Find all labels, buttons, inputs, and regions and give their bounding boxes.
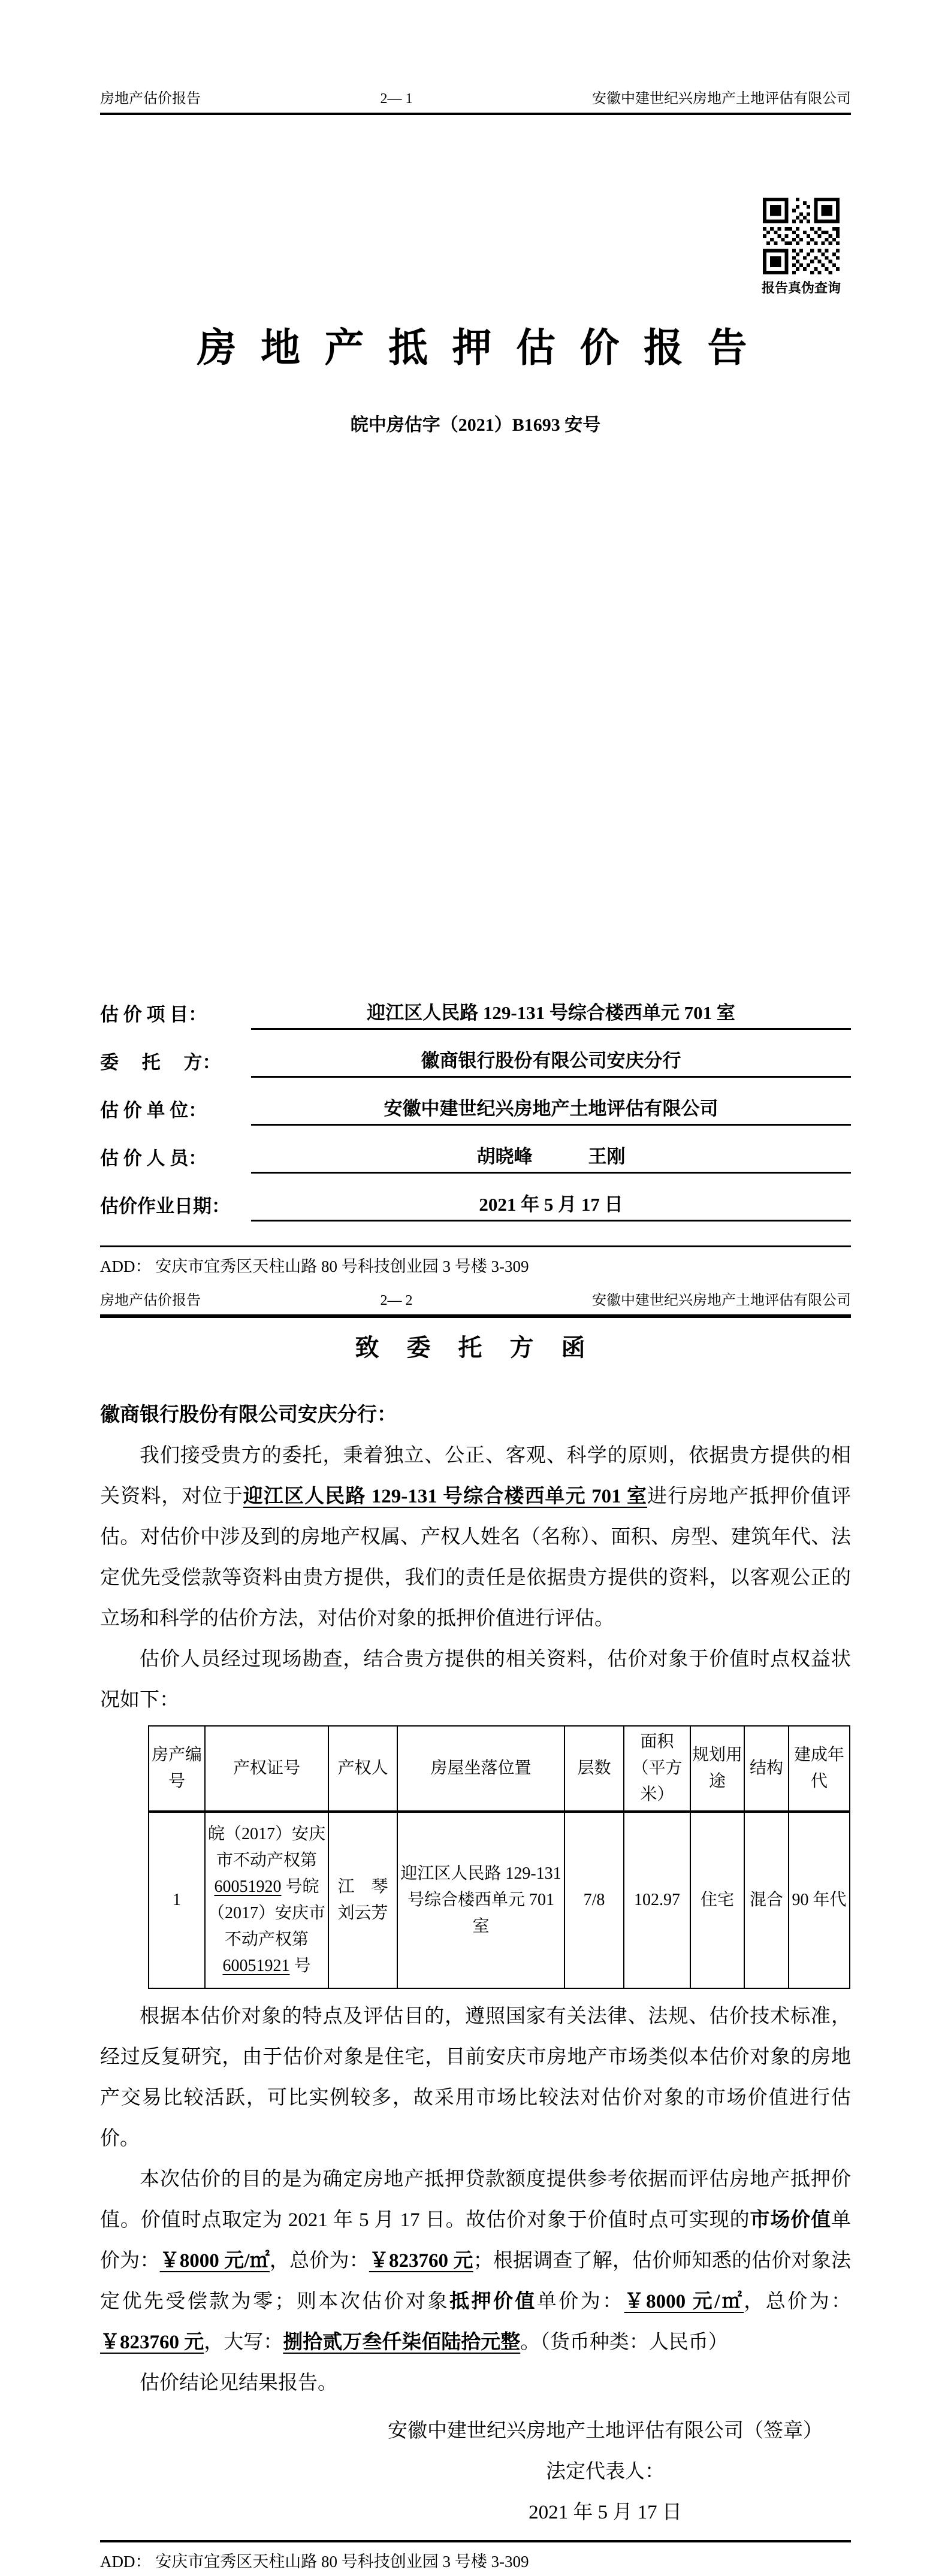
signature-date: 2021 年 5 月 17 日	[529, 2502, 682, 2523]
col-year: 建成年代	[789, 1726, 850, 1812]
col-floors: 层数	[564, 1726, 624, 1812]
paragraph-conclusion: 估价结论见结果报告。	[140, 2372, 337, 2394]
col-property-no: 房产编号	[149, 1726, 205, 1812]
header-doc-type: 房地产估价报告	[100, 1293, 201, 1308]
cell-floors: 7/8	[564, 1812, 624, 1988]
header-company-name: 安徽中建世纪兴房地产土地评估有限公司	[592, 91, 851, 107]
unit-price-value: ￥8000 元/㎡	[624, 2291, 744, 2312]
col-owner: 产权人	[328, 1726, 397, 1812]
field-label: 委 托 方：	[100, 1052, 221, 1073]
paragraph-commission	[100, 1435, 851, 1639]
cell-use: 住宅	[690, 1812, 744, 1988]
page-number: 2— 1	[380, 91, 413, 107]
cell-location: 迎江区人民路 129-131 号综合楼西单元 701 室	[397, 1812, 564, 1988]
header-company-name: 安徽中建世纪兴房地产土地评估有限公司	[592, 1293, 851, 1308]
signature-block	[378, 2411, 833, 2533]
paragraph-text: 我们接受贵方的委托，秉着独立、公正、客观、科学的原则，依据贵方提供的相关资料，对位于	[100, 1445, 851, 1507]
cert-number: 60051920	[214, 1877, 282, 1896]
field-project	[100, 982, 851, 1030]
report-title: 房 地 产 抵 押 估 价 报 告	[197, 326, 754, 370]
letter-title: 致 委 托 方 函	[355, 1334, 596, 1361]
document-number: 皖中房估字（2021）B1693 安号	[350, 415, 601, 435]
page-number: 2— 2	[380, 1293, 413, 1308]
field-label: 估 价 单 位：	[100, 1100, 207, 1121]
qr-verification-block	[756, 198, 846, 297]
mortgage-value-term: 抵押价值	[449, 2291, 537, 2312]
cell-cert-no	[205, 1812, 328, 1988]
cert-number: 60051921	[222, 1957, 290, 1975]
subject-property-address: 迎江区人民路 129-131 号综合楼西单元 701 室	[243, 1486, 648, 1507]
field-client	[100, 1030, 851, 1078]
paragraph-text: 单价为：	[100, 2209, 852, 2272]
cell-structure: 混合	[744, 1812, 789, 1988]
page1-header	[100, 90, 851, 115]
cell-owner	[328, 1812, 397, 1988]
field-appraisal-agency	[100, 1078, 851, 1126]
field-value: 安徽中建世纪兴房地产土地评估有限公司	[251, 1093, 851, 1126]
page2-footer-address: ADD： 安庆市宜秀区天柱山路 80 号科技创业园 3 号楼 3-309	[100, 2553, 529, 2571]
cert-suffix: 号	[289, 1957, 311, 1975]
cell-area: 102.97	[624, 1812, 690, 1988]
col-cert-no: 产权证号	[205, 1726, 328, 1812]
owner-name: 刘云芳	[337, 1904, 388, 1922]
col-structure: 结构	[744, 1726, 789, 1812]
qr-code-icon	[763, 198, 840, 274]
paragraph-text: 。（货币种类：人民币）	[520, 2332, 728, 2353]
field-value: 迎江区人民路 129-131 号综合楼西单元 701 室	[251, 997, 851, 1030]
cert-prefix: 皖（2017）安庆市不动产权第	[207, 1825, 325, 1870]
table-header-row	[149, 1726, 850, 1812]
appraisal-table	[148, 1725, 850, 1989]
paragraph-text: ；根据调查了解，估价师知悉的估价对象法定优先受偿款为零；则本次估价对象	[100, 2250, 852, 2312]
market-value-term: 市场价值	[750, 2209, 832, 2231]
paragraph-text: 单价为：	[536, 2291, 624, 2312]
cell-property-no: 1	[149, 1812, 205, 1988]
cert-prefix: 皖（2017）安庆市不动产权第	[207, 1877, 325, 1949]
field-value: 2021 年 5 月 17 日	[251, 1189, 851, 1222]
field-label: 估 价 人 员：	[100, 1148, 207, 1169]
total-price-value: ￥823760 元	[369, 2250, 473, 2272]
total-price-value: ￥823760 元	[100, 2332, 204, 2353]
paragraph-text: 进行房地产抵押价值评估。对估价中涉及到的房地产权属、产权人姓名（名称）、面积、房型、建筑年代、法定优先受偿款等资料由贵方提供，我们的责任是依据贵方提供的资料，以客观公正的立场和科学的估价方法，对估价对象的抵押价值进行评估。	[100, 1486, 852, 1629]
field-appraisers	[100, 1126, 851, 1174]
salutation: 徽商银行股份有限公司安庆分行：	[100, 1404, 397, 1426]
paragraph-text: ，总价为：	[269, 2250, 369, 2272]
col-area: 面积（平方米）	[624, 1726, 690, 1812]
paragraph-text: ，总价为：	[744, 2291, 852, 2312]
cover-fields	[100, 982, 851, 1222]
signature-company: 安徽中建世纪兴房地产土地评估有限公司（签章）	[388, 2420, 823, 2442]
field-value: 胡晓峰 王刚	[251, 1141, 851, 1174]
cert-suffix: 号	[281, 1877, 303, 1896]
paragraph-method: 根据本估价对象的特点及评估目的，遵照国家有关法律、法规、估价技术标准，经过反复研究，由于估价对象是住宅，目前安庆市房地产市场类似本估价对象的房地产交易比较活跃，可比实例较多，故采用市场比较法对估价对象的市场价值进行估价。	[100, 2006, 851, 2149]
field-appraisal-date	[100, 1174, 851, 1222]
page1-footer-address: ADD： 安庆市宜秀区天柱山路 80 号科技创业园 3 号楼 3-309	[100, 1257, 529, 1275]
field-label: 估价作业日期：	[100, 1196, 230, 1217]
field-label: 估 价 项 目：	[100, 1004, 207, 1025]
table-row	[149, 1812, 850, 1988]
signature-legal-rep: 法定代表人：	[546, 2461, 665, 2483]
cell-year: 90 年代	[789, 1812, 850, 1988]
amount-in-words: 捌拾贰万叁仟柒佰陆拾元整	[283, 2332, 521, 2353]
col-use: 规划用途	[690, 1726, 744, 1812]
paragraph-text: ，大写：	[204, 2332, 283, 2353]
unit-price-value: ￥8000 元/㎡	[159, 2250, 270, 2272]
header-doc-type: 房地产估价报告	[100, 91, 201, 107]
paragraph-survey: 估价人员经过现场勘查，结合贵方提供的相关资料，估价对象于价值时点权益状况如下：	[100, 1649, 851, 1711]
page2-header	[100, 1292, 851, 1318]
field-value: 徽商银行股份有限公司安庆分行	[251, 1045, 851, 1078]
paragraph-valuation	[100, 2159, 851, 2363]
col-location: 房屋坐落位置	[397, 1726, 564, 1812]
qr-caption: 报告真伪查询	[761, 280, 841, 295]
paragraph-text: 本次估价的目的是为确定房地产抵押贷款额度提供参考依据而评估房地产抵押价值。价值时点取定为 2021 年 5 月 17 日。故估价对象于价值时点可实现的	[100, 2169, 851, 2231]
owner-name: 江 琴	[337, 1877, 388, 1896]
